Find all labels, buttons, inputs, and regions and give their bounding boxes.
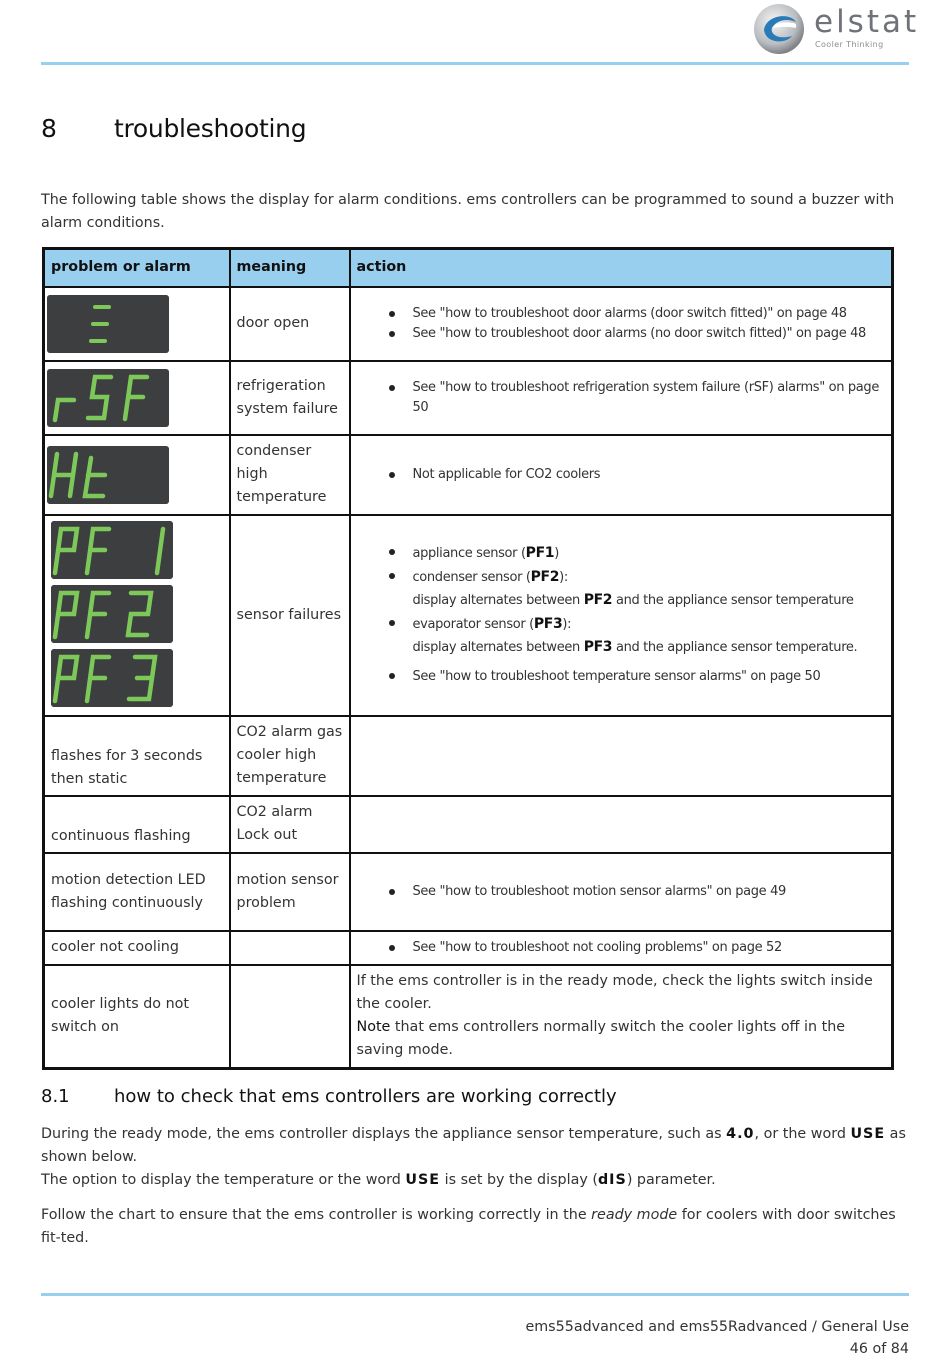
display-pf3-icon: [51, 649, 173, 707]
meaning-cell: CO2 alarm Lock out: [230, 796, 350, 853]
action-item: condenser sensor (PF2):: [387, 566, 886, 590]
action-item: Not applicable for CO2 coolers: [387, 465, 886, 485]
paragraph-display-option: The option to display the temperature or the word USE is set by the display (dIS) parameter.: [41, 1172, 716, 1188]
problem-cell: cooler lights do not switch on: [44, 965, 230, 1069]
meaning-cell: CO2 alarm gas cooler high temperature: [230, 716, 350, 796]
column-header-meaning: meaning: [230, 249, 350, 287]
meaning-cell: refrigeration system failure: [230, 361, 350, 435]
action-item: See "how to troubleshoot door alarms (door switch fitted)" on page 48: [387, 304, 886, 324]
action-continuation: display alternates between PF2 and the appliance sensor temperature: [412, 592, 854, 608]
problem-cell: motion detection LED flashing continuously: [44, 853, 230, 931]
action-cell: [350, 515, 893, 716]
action-cell: [350, 931, 893, 965]
problem-cell: [44, 515, 230, 716]
display-pf2-icon: [51, 585, 173, 643]
action-item: See "how to troubleshoot door alarms (no door switch fitted)" on page 48: [387, 324, 886, 344]
problem-cell: continuous flashing: [44, 796, 230, 853]
troubleshooting-table: [42, 247, 894, 1070]
action-continuation: display alternates between PF3 and the appliance sensor temperature.: [412, 639, 858, 655]
note-text: that ems controllers normally switch the cooler lights off in the saving mode.: [356, 1019, 846, 1059]
table-row: [44, 435, 893, 515]
action-item: appliance sensor (PF1): [387, 542, 886, 566]
table-row: [44, 931, 893, 965]
meaning-cell: sensor failures: [230, 515, 350, 716]
display-ht-icon: [47, 446, 169, 504]
table-header-row: [44, 249, 893, 287]
meaning-cell: condenser high temperature: [230, 435, 350, 515]
action-cell: [350, 796, 893, 853]
problem-cell: [44, 361, 230, 435]
logo-brand: elstat: [814, 4, 920, 40]
meaning-cell: [230, 931, 350, 965]
footer-page-number: 46 of 84: [849, 1341, 909, 1357]
page-footer: [525, 1316, 909, 1360]
meaning-cell: motion sensor problem: [230, 853, 350, 931]
problem-cell: [44, 287, 230, 361]
action-cell: [350, 435, 893, 515]
column-header-action: action: [350, 249, 893, 287]
action-cell: [350, 716, 893, 796]
action-cell: [350, 361, 893, 435]
paragraph-follow-chart: Follow the chart to ensure that the ems controller is working correctly in the ready mode for coolers with door switches fit-ted.: [41, 1207, 896, 1246]
problem-cell: [44, 435, 230, 515]
action-cell: [350, 853, 893, 931]
chapter-number: 8: [41, 114, 57, 143]
logo-tagline: Cooler Thinking: [815, 40, 884, 49]
action-item: See "how to troubleshoot refrigeration system failure (rSF) alarms" on page 50: [387, 378, 886, 418]
table-row: [44, 515, 893, 716]
intro-paragraph: The following table shows the display for alarm conditions. ems controllers can be programmed to sound a buzzer with alarm conditions.: [41, 192, 895, 231]
chapter-heading: [41, 114, 306, 143]
elstat-logo: [752, 0, 920, 58]
action-item: See "how to troubleshoot motion sensor alarms" on page 49: [387, 882, 886, 902]
section-heading: [41, 1086, 617, 1107]
column-header-problem: problem or alarm: [44, 249, 230, 287]
table-row: [44, 853, 893, 931]
action-item: See "how to troubleshoot not cooling problems" on page 52: [387, 938, 886, 958]
table-row: [44, 287, 893, 361]
note-label: Note: [356, 1019, 391, 1036]
table-row: [44, 796, 893, 853]
meaning-cell: door open: [230, 287, 350, 361]
action-cell: [350, 287, 893, 361]
action-text: If the ems controller is in the ready mode, check the lights switch inside the cooler.: [356, 973, 873, 1013]
footer-divider: [41, 1293, 909, 1296]
display-door-open-icon: [47, 295, 169, 353]
paragraph-ready-mode: During the ready mode, the ems controller displays the appliance sensor temperature, such as 4.0, or the word USE as shown below.: [41, 1126, 906, 1165]
action-cell: [350, 965, 893, 1069]
action-item: evaporator sensor (PF3):: [387, 613, 886, 637]
table-row: [44, 965, 893, 1069]
section-number: 8.1: [41, 1086, 70, 1107]
action-item: See "how to troubleshoot temperature sensor alarms" on page 50: [387, 666, 886, 689]
display-pf1-icon: [51, 521, 173, 579]
section-title: how to check that ems controllers are working correctly: [114, 1086, 617, 1107]
header-divider: [41, 62, 909, 65]
table-row: [44, 361, 893, 435]
table-row: [44, 716, 893, 796]
elstat-emblem-icon: [752, 0, 808, 58]
problem-cell: cooler not cooling: [44, 931, 230, 965]
display-rsf-icon: [47, 369, 169, 427]
chapter-title: troubleshooting: [114, 114, 307, 143]
meaning-cell: [230, 965, 350, 1069]
problem-cell: flashes for 3 seconds then static: [44, 716, 230, 796]
footer-document-title: ems55advanced and ems55Radvanced / General Use: [525, 1319, 909, 1335]
